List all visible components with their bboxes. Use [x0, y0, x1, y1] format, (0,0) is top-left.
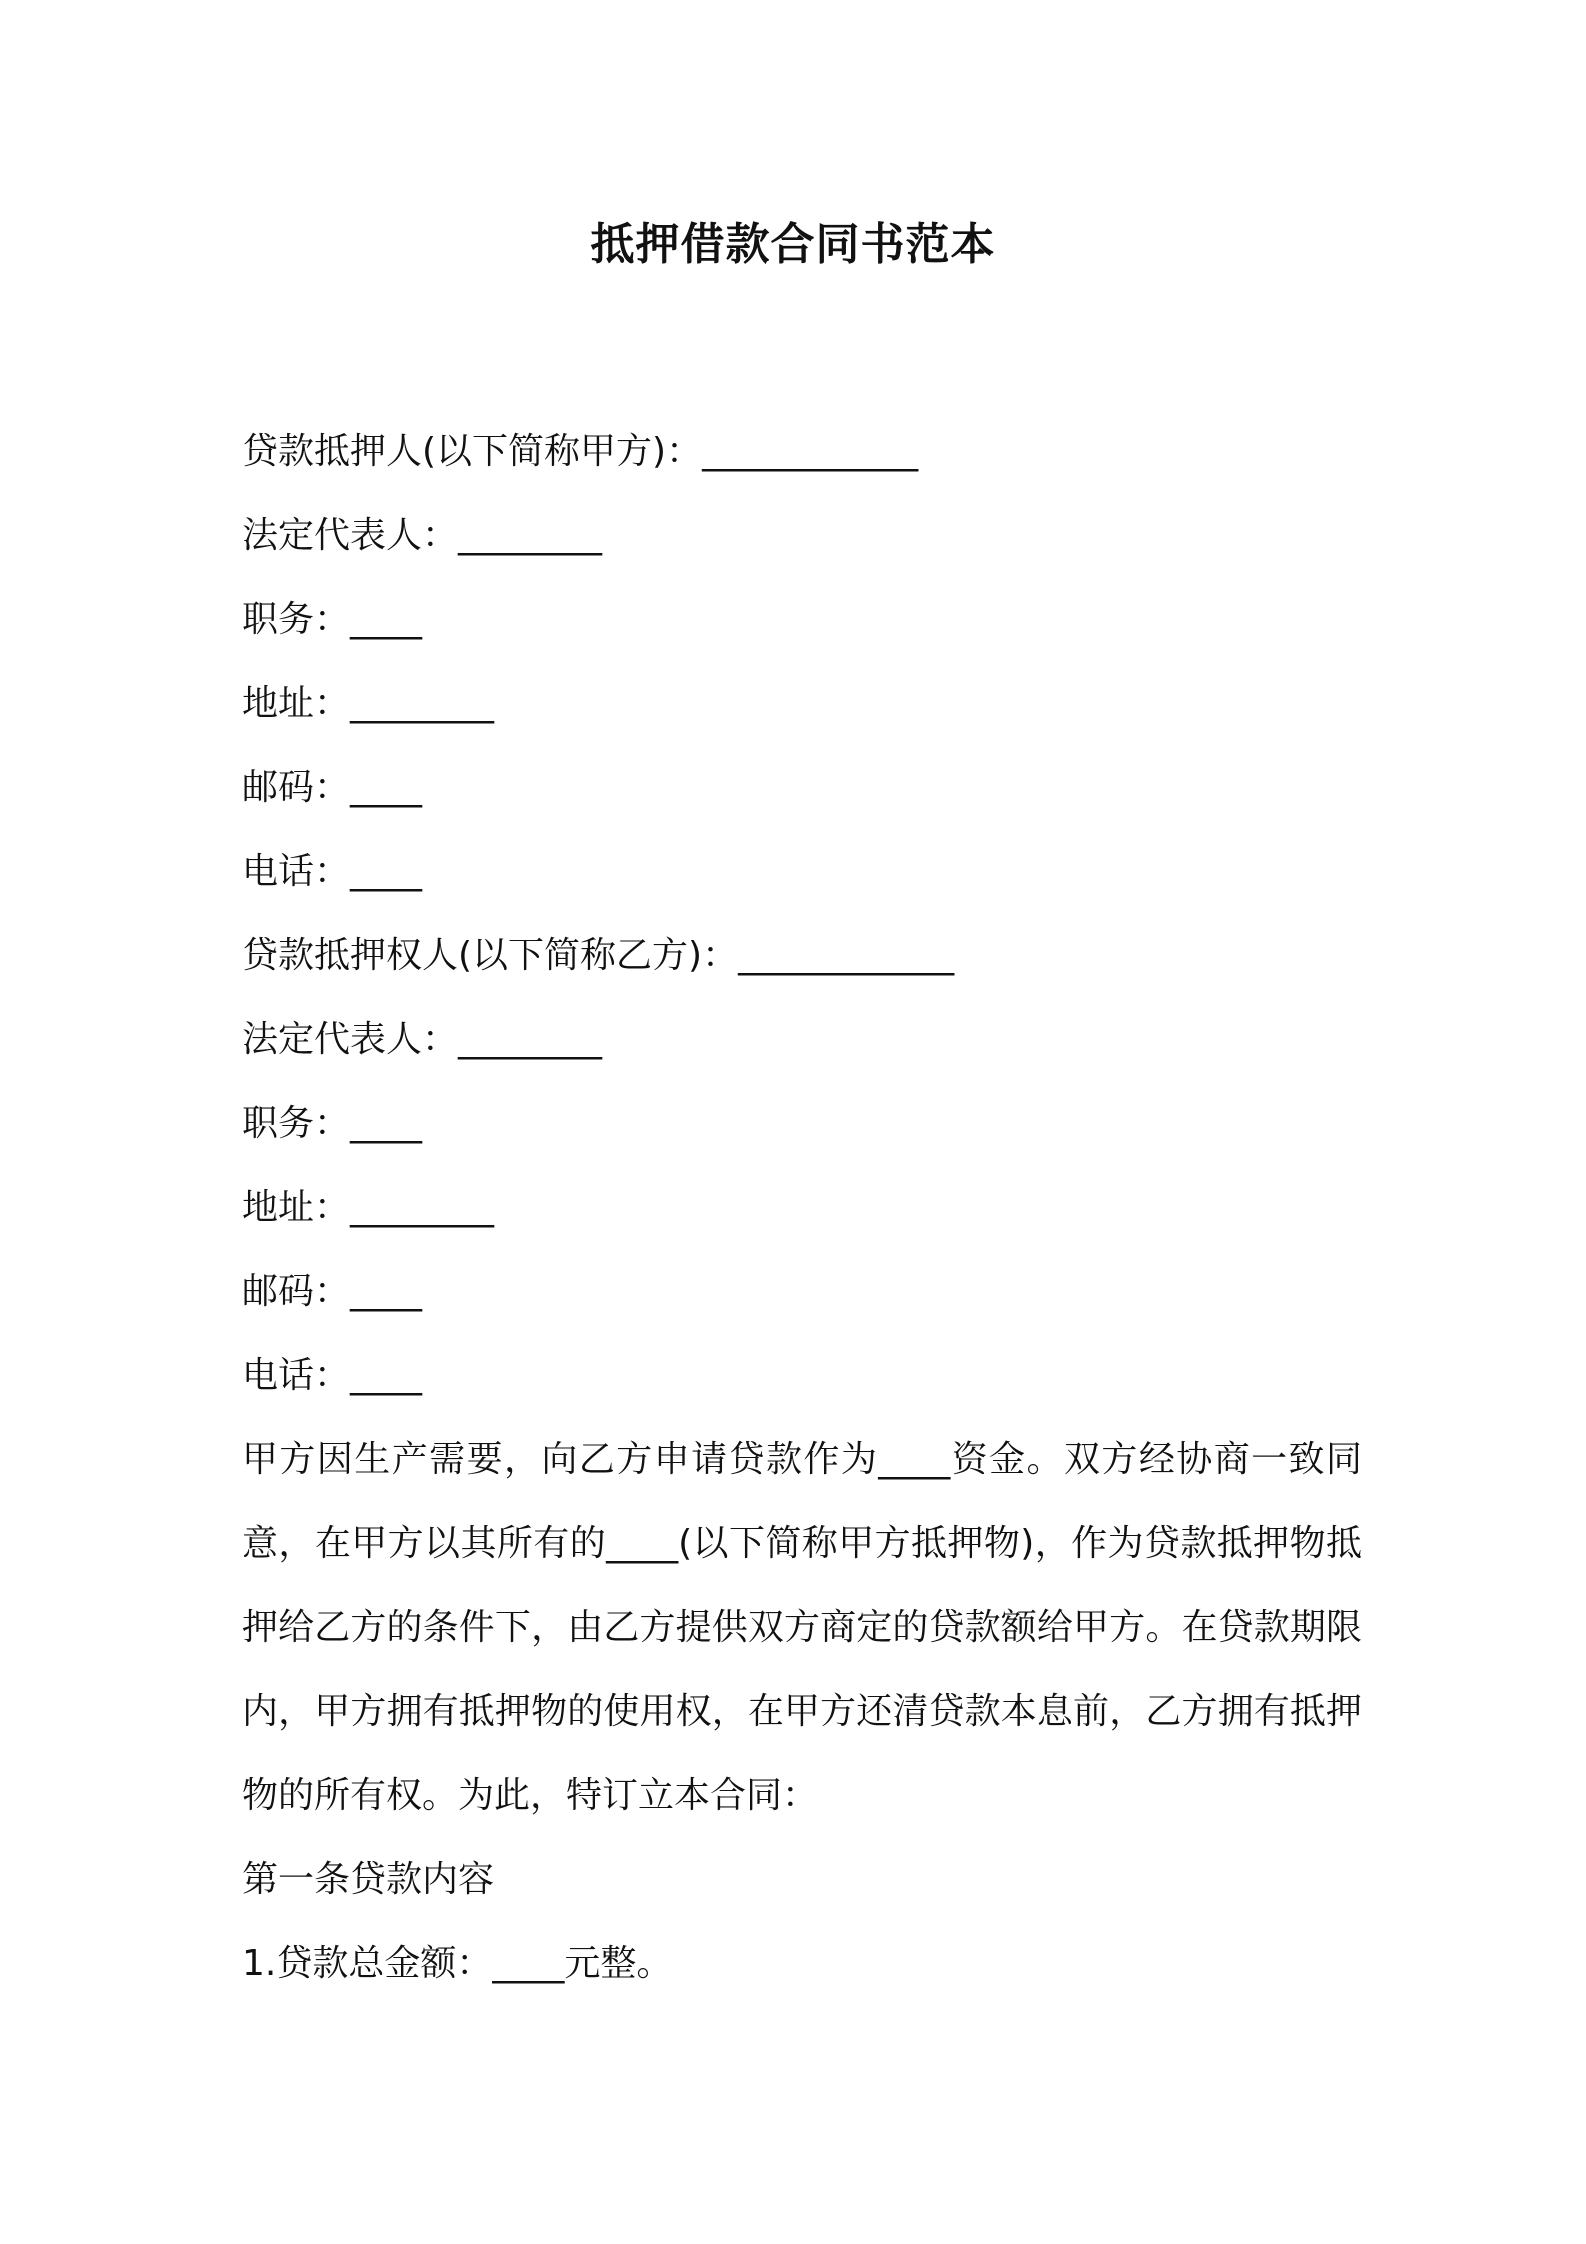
party-b-name-line: 贷款抵押权人(以下简称乙方)：____________ — [242, 935, 955, 976]
preamble-paragraph: 甲方因生产需要，向乙方申请贷款作为____资金。双方经协商一致同意，在甲方以其所有的____(以下简称甲方抵押物)，作为贷款抵押物抵押给乙方的条件下，由乙方提供双方商定的贷款额给甲方。在贷款期限内，甲方拥有抵押物的使用权，在甲方还清贷款本息前，乙方拥有抵押物的所有权。为此，特订立本合同： — [242, 1439, 1362, 1816]
party-a-postcode-line: 邮码：____ — [242, 767, 423, 808]
party-b-position-line: 职务：____ — [242, 1103, 423, 1144]
document-body — [242, 410, 1362, 2006]
article-1-item-1: 1.贷款总金额：____元整。 — [242, 1943, 673, 1984]
party-b-address-line: 地址：________ — [242, 1187, 495, 1228]
party-b-representative-line: 法定代表人：________ — [242, 1019, 603, 1060]
document-title: 抵押借款合同书范本 — [590, 219, 996, 270]
party-b-postcode-line: 邮码：____ — [242, 1271, 423, 1312]
party-a-phone-line: 电话：____ — [242, 851, 423, 892]
party-a-name-line: 贷款抵押人(以下简称甲方)：____________ — [242, 431, 919, 472]
party-a-address-line: 地址：________ — [242, 683, 495, 724]
article-1-heading: 第一条贷款内容 — [242, 1859, 495, 1900]
party-a-representative-line: 法定代表人：________ — [242, 515, 603, 556]
party-a-position-line: 职务：____ — [242, 599, 423, 640]
party-b-phone-line: 电话：____ — [242, 1355, 423, 1396]
